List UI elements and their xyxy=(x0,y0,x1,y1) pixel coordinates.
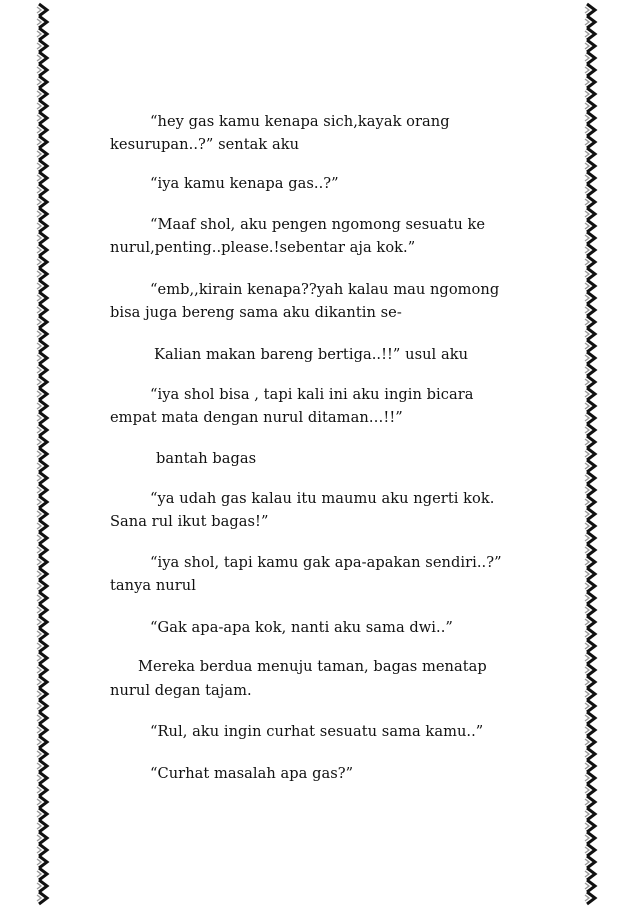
border-shadow-segment xyxy=(585,211,589,217)
story-line: Sana rul ikut bagas!” xyxy=(110,513,269,530)
border-shadow-segment xyxy=(37,727,41,733)
story-line: “ya udah gas kalau itu maumu aku ngerti kok. xyxy=(150,490,495,507)
border-shadow-segment xyxy=(585,67,589,73)
border-shadow-segment xyxy=(585,883,589,889)
border-shadow-segment xyxy=(585,871,589,877)
border-shadow-segment xyxy=(37,211,41,217)
border-shadow-segment xyxy=(585,415,589,421)
border-shadow-segment xyxy=(585,307,589,313)
border-shadow-segment xyxy=(37,115,41,121)
border-shadow-segment xyxy=(37,19,41,25)
border-shadow-segment xyxy=(37,367,41,373)
border-shadow-segment xyxy=(37,439,41,445)
story-line: “emb,,kirain kenapa??yah kalau mau ngomong xyxy=(150,281,500,298)
border-shadow-segment xyxy=(37,751,41,757)
border-shadow-segment xyxy=(37,775,41,781)
border-shadow-segment xyxy=(37,679,41,685)
border-shadow-segment xyxy=(585,631,589,637)
border-shadow-segment xyxy=(37,355,41,361)
border-shadow-segment xyxy=(37,571,41,577)
story-line: “hey gas kamu kenapa sich,kayak orang xyxy=(150,113,450,130)
border-shadow-segment xyxy=(37,811,41,817)
border-shadow-segment xyxy=(585,331,589,337)
story-line: nurul degan tajam. xyxy=(110,682,252,699)
border-shadow-segment xyxy=(585,175,589,181)
border-shadow-segment xyxy=(37,799,41,805)
story-line: Kalian makan bareng bertiga..!!” usul aku xyxy=(154,346,469,363)
border-shadow-segment xyxy=(37,631,41,637)
story-line: bisa juga bereng sama aku dikantin se- xyxy=(110,304,402,321)
border-shadow-segment xyxy=(37,79,41,85)
border-shadow-segment xyxy=(585,79,589,85)
decorative-border-left xyxy=(32,0,54,906)
border-shadow-segment xyxy=(37,559,41,565)
border-shadow-segment xyxy=(585,703,589,709)
border-shadow-segment xyxy=(37,667,41,673)
story-line: “Rul, aku ingin curhat sesuatu sama kamu..” xyxy=(150,723,484,740)
border-shadow-segment xyxy=(37,691,41,697)
border-shadow-segment xyxy=(585,199,589,205)
border-shadow-segment xyxy=(585,235,589,241)
border-shadow-segment xyxy=(585,499,589,505)
border-shadow-segment xyxy=(37,619,41,625)
border-shadow-segment xyxy=(585,163,589,169)
border-shadow-segment xyxy=(585,319,589,325)
border-shadow-segment xyxy=(37,739,41,745)
border-shadow-segment xyxy=(585,247,589,253)
border-shadow-segment xyxy=(585,403,589,409)
border-shadow-segment xyxy=(37,703,41,709)
border-shadow-segment xyxy=(37,583,41,589)
border-shadow-segment xyxy=(585,691,589,697)
border-shadow-segment xyxy=(585,103,589,109)
border-shadow-segment xyxy=(585,487,589,493)
border-shadow-segment xyxy=(585,55,589,61)
border-shadow-segment xyxy=(37,403,41,409)
story-line: “Curhat masalah apa gas?” xyxy=(150,765,354,782)
border-shadow-segment xyxy=(585,511,589,517)
border-shadow-segment xyxy=(37,835,41,841)
border-shadow-segment xyxy=(37,163,41,169)
border-shadow-segment xyxy=(37,595,41,601)
border-shadow-segment xyxy=(37,787,41,793)
border-shadow-segment xyxy=(37,883,41,889)
border-shadow-segment xyxy=(37,415,41,421)
border-shadow-segment xyxy=(585,115,589,121)
border-shadow-segment xyxy=(37,331,41,337)
border-shadow-segment xyxy=(585,571,589,577)
border-shadow-segment xyxy=(37,391,41,397)
border-shadow-segment xyxy=(37,523,41,529)
border-shadow-segment xyxy=(37,67,41,73)
border-shadow-segment xyxy=(37,7,41,13)
border-shadow-segment xyxy=(37,895,41,901)
story-line: “iya kamu kenapa gas..?” xyxy=(150,175,339,192)
border-shadow-segment xyxy=(37,307,41,313)
border-shadow-segment xyxy=(585,295,589,301)
story-line: “Maaf shol, aku pengen ngomong sesuatu ke xyxy=(150,216,486,233)
story-line: kesurupan..?” sentak aku xyxy=(110,136,300,153)
story-line: nurul,penting..please.!sebentar aja kok.” xyxy=(110,239,416,256)
border-shadow-segment xyxy=(37,847,41,853)
border-shadow-segment xyxy=(585,7,589,13)
border-shadow-segment xyxy=(37,319,41,325)
border-shadow-segment xyxy=(37,199,41,205)
border-shadow-segment xyxy=(37,427,41,433)
border-shadow-segment xyxy=(585,595,589,601)
story-line: Mereka berdua menuju taman, bagas menatap xyxy=(138,658,487,675)
border-shadow-segment xyxy=(585,607,589,613)
border-shadow-segment xyxy=(37,223,41,229)
border-shadow-segment xyxy=(37,607,41,613)
border-shadow-segment xyxy=(37,259,41,265)
border-shadow-segment xyxy=(37,151,41,157)
border-shadow-segment xyxy=(585,559,589,565)
border-shadow-segment xyxy=(585,679,589,685)
border-shadow-segment xyxy=(37,139,41,145)
border-shadow-segment xyxy=(37,535,41,541)
border-shadow-segment xyxy=(37,715,41,721)
border-shadow-segment xyxy=(37,43,41,49)
border-shadow-segment xyxy=(37,451,41,457)
border-shadow-segment xyxy=(585,895,589,901)
border-shadow-segment xyxy=(37,235,41,241)
border-shadow-segment xyxy=(37,247,41,253)
border-shadow-segment xyxy=(37,175,41,181)
border-shadow-segment xyxy=(37,283,41,289)
border-shadow-segment xyxy=(37,763,41,769)
border-shadow-segment xyxy=(585,583,589,589)
story-line: “Gak apa-apa kok, nanti aku sama dwi..” xyxy=(150,619,453,636)
border-shadow-segment xyxy=(37,871,41,877)
border-shadow-segment xyxy=(585,739,589,745)
border-shadow-segment xyxy=(585,187,589,193)
border-shadow-segment xyxy=(585,367,589,373)
border-shadow-segment xyxy=(585,451,589,457)
border-shadow-segment xyxy=(37,379,41,385)
border-shadow-segment xyxy=(585,31,589,37)
border-shadow-segment xyxy=(585,463,589,469)
border-shadow-segment xyxy=(585,847,589,853)
story-line: “iya shol, tapi kamu gak apa-apakan sendiri..?” xyxy=(150,554,502,571)
border-shadow-segment xyxy=(585,343,589,349)
border-shadow-segment xyxy=(37,655,41,661)
border-shadow-segment xyxy=(585,811,589,817)
border-shadow-segment xyxy=(37,475,41,481)
border-shadow-segment xyxy=(37,343,41,349)
border-shadow-segment xyxy=(585,379,589,385)
border-shadow-segment xyxy=(585,19,589,25)
border-shadow-segment xyxy=(585,391,589,397)
border-shadow-segment xyxy=(37,499,41,505)
border-shadow-segment xyxy=(585,715,589,721)
border-shadow-segment xyxy=(585,271,589,277)
border-shadow-segment xyxy=(37,271,41,277)
border-shadow-segment xyxy=(585,751,589,757)
border-shadow-segment xyxy=(585,139,589,145)
border-shadow-segment xyxy=(585,427,589,433)
story-line: tanya nurul xyxy=(110,577,196,594)
border-shadow-segment xyxy=(585,259,589,265)
border-shadow-segment xyxy=(585,475,589,481)
border-shadow-segment xyxy=(585,535,589,541)
border-shadow-segment xyxy=(585,547,589,553)
border-shadow-segment xyxy=(585,643,589,649)
border-shadow-segment xyxy=(37,859,41,865)
border-shadow-segment xyxy=(37,103,41,109)
border-shadow-segment xyxy=(585,283,589,289)
border-shadow-segment xyxy=(585,523,589,529)
border-shadow-segment xyxy=(37,511,41,517)
border-shadow-segment xyxy=(585,355,589,361)
border-shadow-segment xyxy=(585,127,589,133)
border-shadow-segment xyxy=(585,439,589,445)
border-shadow-segment xyxy=(585,775,589,781)
border-shadow-segment xyxy=(585,151,589,157)
border-shadow-segment xyxy=(585,823,589,829)
border-shadow-segment xyxy=(37,127,41,133)
border-shadow-segment xyxy=(585,799,589,805)
border-shadow-segment xyxy=(37,463,41,469)
border-shadow-segment xyxy=(37,187,41,193)
border-shadow-segment xyxy=(37,643,41,649)
border-shadow-segment xyxy=(585,763,589,769)
border-shadow-segment xyxy=(37,547,41,553)
story-line: “iya shol bisa , tapi kali ini aku ingin bicara xyxy=(150,386,474,403)
border-shadow-segment xyxy=(37,487,41,493)
border-shadow-segment xyxy=(37,91,41,97)
story-line: empat mata dengan nurul ditaman…!!” xyxy=(110,409,403,426)
border-shadow-segment xyxy=(37,55,41,61)
story-line: bantah bagas xyxy=(156,450,257,467)
border-shadow-segment xyxy=(585,655,589,661)
decorative-border-right xyxy=(580,0,602,906)
border-shadow-segment xyxy=(585,835,589,841)
border-shadow-segment xyxy=(37,823,41,829)
border-shadow-segment xyxy=(37,31,41,37)
border-shadow-segment xyxy=(585,727,589,733)
border-shadow-segment xyxy=(585,43,589,49)
border-shadow-segment xyxy=(585,859,589,865)
border-shadow-segment xyxy=(585,787,589,793)
border-shadow-segment xyxy=(585,667,589,673)
border-shadow-segment xyxy=(585,223,589,229)
border-shadow-segment xyxy=(585,619,589,625)
border-shadow-segment xyxy=(37,295,41,301)
border-shadow-segment xyxy=(585,91,589,97)
